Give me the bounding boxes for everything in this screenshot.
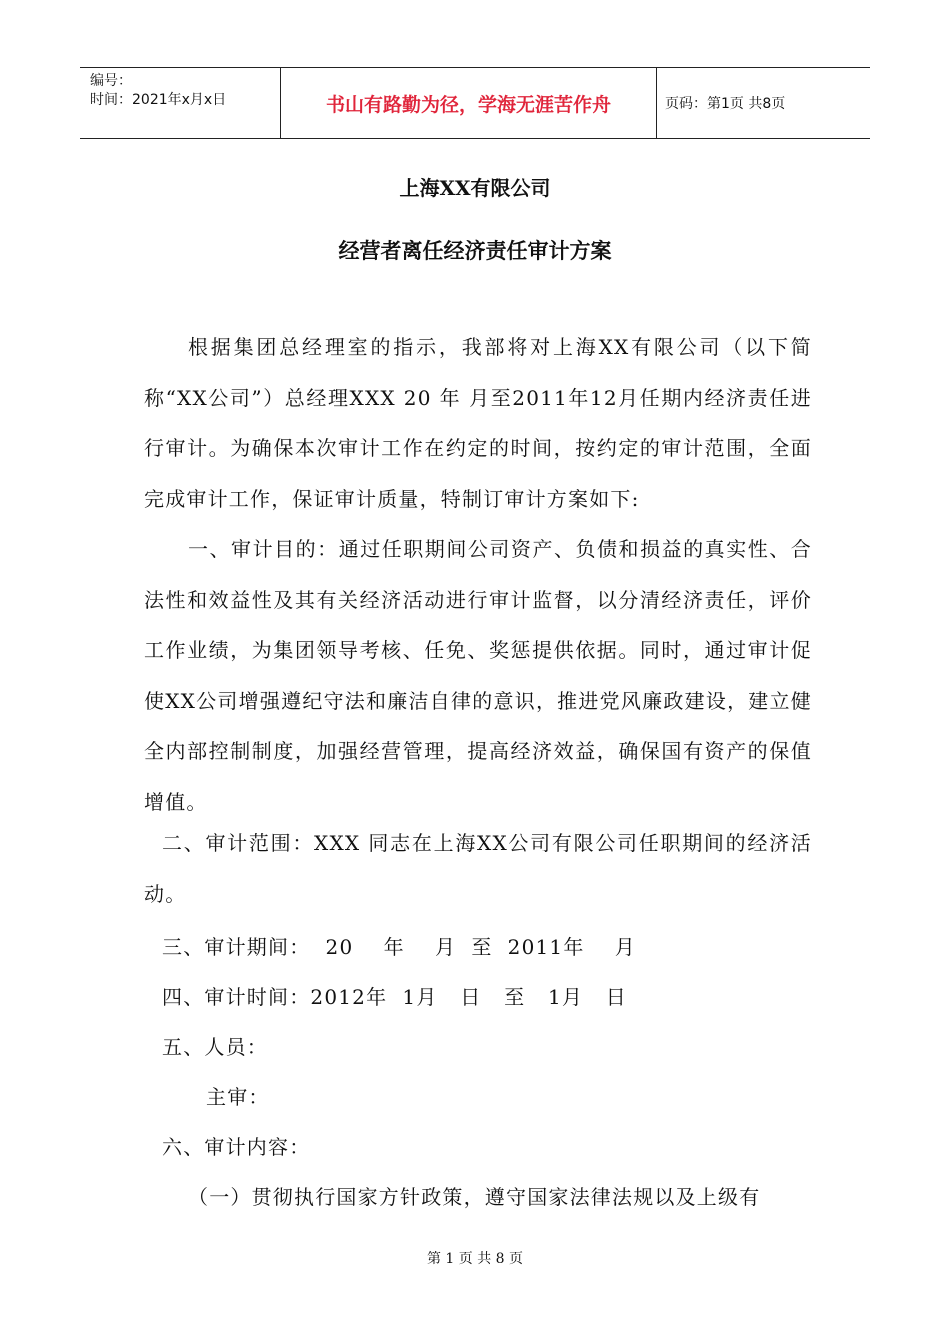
- document-date-label: 时间：2021年x月x日: [90, 92, 227, 108]
- header-motto: 书山有路勤为径，学海无涯苦作舟: [281, 68, 657, 138]
- section-5-lead-auditor: 主审：: [206, 1085, 270, 1109]
- page-footer: 第 1 页 共 8 页: [426, 1251, 524, 1267]
- section-3-line: 三、审计期间： 20 年 月 至 2011年 月: [162, 935, 636, 959]
- document-title: 经营者离任经济责任审计方案: [338, 238, 612, 263]
- header-table: [80, 67, 870, 139]
- document-number-label: 编号：: [90, 73, 132, 89]
- section-1-paragraph: 一、审计目的：通过任职期间公司资产、负债和损益的真实性、合法性和效益性及其有关经济活动进行审计监督，以分清经济责任，评价工作业绩，为集团领导考核、任免、奖惩提供依据。同时，通过审计促使XX公司增强遵纪守法和廉洁自律的意识，推进党风廉政建设，建立健全内部控制制度，加强经营管理，提高经济效益，确保国有资产的保值增值。: [144, 537, 812, 814]
- section-6-item-1: （一）贯彻执行国家方针政策，遵守国家法律法规以及上级有: [188, 1185, 761, 1209]
- company-title: 上海XX有限公司: [399, 176, 551, 200]
- section-2-paragraph: 二、审计范围：XXX 同志在上海XX公司有限公司任职期间的经济活动。: [144, 831, 812, 906]
- section-6-line: 六、审计内容：: [162, 1135, 311, 1159]
- header-meta-cell: [80, 68, 281, 138]
- header-page-info: 页码：第1页 共8页: [665, 96, 786, 112]
- intro-paragraph: 根据集团总经理室的指示，我部将对上海XX有限公司（以下简称“XX公司”）总经理XXX 20 年 月至2011年12月任期内经济责任进行审计。为确保本次审计工作在约定的时间，按约定的审计范围，全面完成审计工作，保证审计质量，特制订审计方案如下:: [144, 335, 812, 511]
- section-5-line: 五、人员：: [162, 1035, 268, 1059]
- section-4-line: 四、审计时间：2012年 1月 日 至 1月 日: [162, 985, 627, 1009]
